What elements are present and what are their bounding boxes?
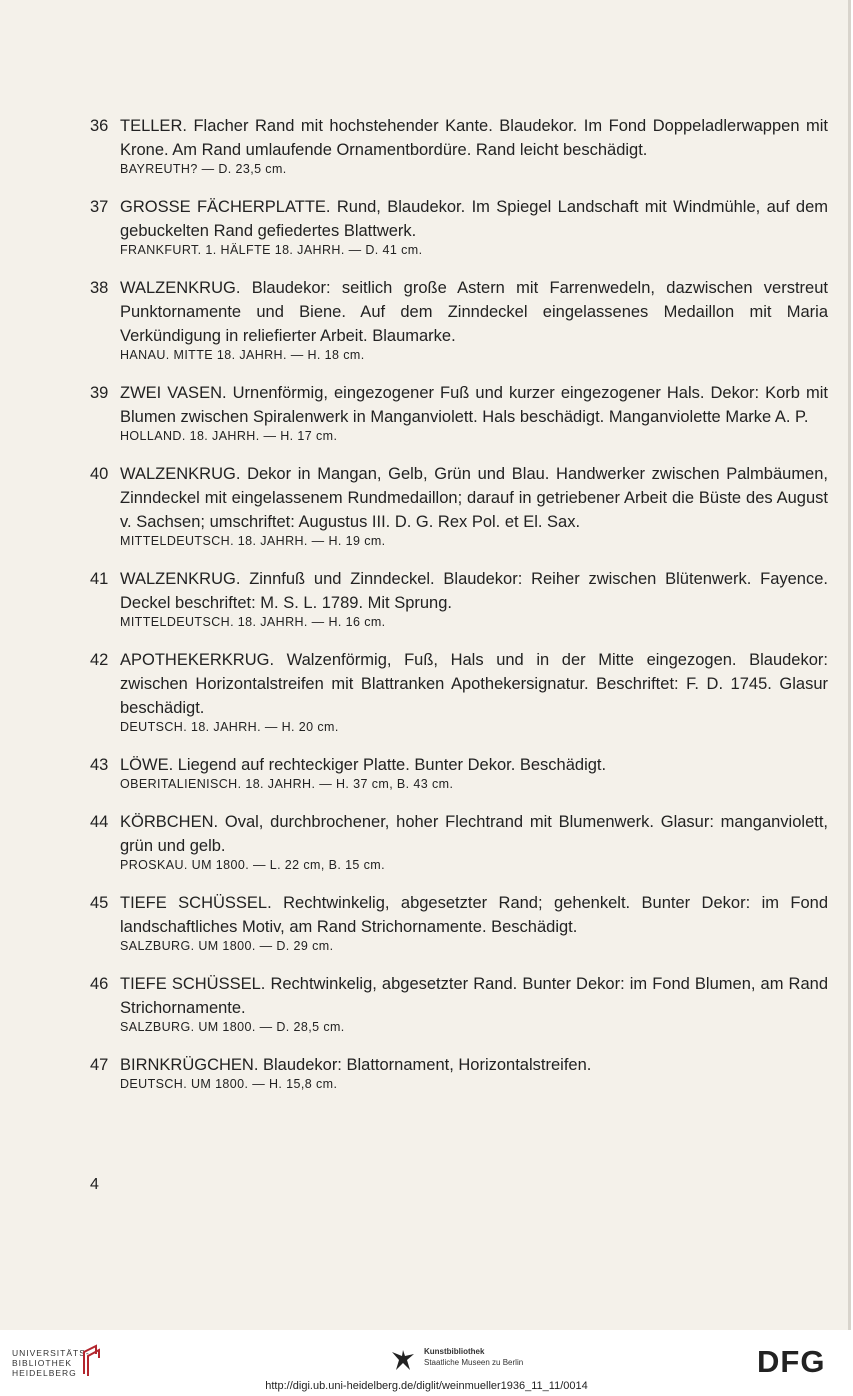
page-number: 4	[90, 1176, 99, 1193]
catalog-entries	[90, 114, 828, 1110]
catalog-entry	[90, 114, 828, 178]
entry-origin-size: PROSKAU. UM 1800. — L. 22 cm, B. 15 cm.	[120, 858, 385, 872]
viewer-footer	[0, 1330, 853, 1396]
catalog-entry	[90, 1053, 828, 1093]
kunstbibliothek-eagle-icon	[390, 1346, 416, 1372]
entry-origin-size: MITTELDEUTSCH. 18. JAHRH. — H. 19 cm.	[120, 534, 386, 548]
entry-number: 45	[90, 894, 109, 912]
permalink-url[interactable]: http://digi.ub.uni-heidelberg.de/diglit/weinmueller1936_11_11/0014	[265, 1380, 588, 1392]
entry-origin-size: HANAU. MITTE 18. JAHRH. — H. 18 cm.	[120, 348, 365, 362]
entry-origin-size: OBERITALIENISCH. 18. JAHRH. — H. 37 cm, B. 43 cm.	[120, 777, 454, 791]
entry-number: 40	[90, 465, 109, 483]
kb-subtitle: Staatliche Museen zu Berlin	[424, 1358, 524, 1367]
catalog-entry	[90, 567, 828, 631]
entry-description: LÖWE. Liegend auf rechteckiger Platte. Bunter Dekor. Beschädigt.	[120, 756, 607, 774]
entry-number: 39	[90, 384, 109, 402]
entry-origin-size: HOLLAND. 18. JAHRH. — H. 17 cm.	[120, 429, 338, 443]
entry-description: ZWEI VASEN. Urnenförmig, eingezogener Fuß und kurzer eingezogener Hals. Dekor: Korb mit Blumen zwischen Spiralenwerk in Manganviolett. Hals beschädigt. Manganviolette Marke A. P.	[120, 384, 828, 426]
entry-origin-size: BAYREUTH? — D. 23,5 cm.	[120, 162, 287, 176]
entry-origin-size: SALZBURG. UM 1800. — D. 28,5 cm.	[120, 1020, 345, 1034]
entry-origin-size: SALZBURG. UM 1800. — D. 29 cm.	[120, 939, 334, 953]
catalog-entry	[90, 891, 828, 955]
entry-description: TIEFE SCHÜSSEL. Rechtwinkelig, abgesetzter Rand. Bunter Dekor: im Fond Blumen, am Rand Strichornamente.	[120, 975, 828, 1017]
logo-line: UNIVERSITÄTS-	[12, 1348, 90, 1358]
entry-number: 37	[90, 198, 109, 216]
university-library-logo[interactable]	[12, 1348, 90, 1378]
kunstbibliothek-logo[interactable]	[424, 1346, 523, 1368]
catalog-entry	[90, 810, 828, 874]
university-emblem-icon	[80, 1344, 102, 1378]
entry-description: TELLER. Flacher Rand mit hochstehender Kante. Blaudekor. Im Fond Doppeladlerwappen mit Krone. Am Rand umlaufende Ornamentbordüre. Rand leicht beschädigt.	[120, 117, 828, 159]
entry-number: 36	[90, 117, 109, 135]
entry-origin-size: DEUTSCH. 18. JAHRH. — H. 20 cm.	[120, 720, 339, 734]
catalog-entry	[90, 276, 828, 364]
entry-number: 43	[90, 756, 109, 774]
catalog-entry	[90, 972, 828, 1036]
entry-number: 46	[90, 975, 109, 993]
entry-description: KÖRBCHEN. Oval, durchbrochener, hoher Flechtrand mit Blumenwerk. Glasur: manganviolett, grün und gelb.	[120, 813, 828, 855]
catalog-entry	[90, 195, 828, 259]
entry-description: WALZENKRUG. Zinnfuß und Zinndeckel. Blaudekor: Reiher zwischen Blütenwerk. Fayence. Deckel beschriftet: M. S. L. 1789. Mit Sprung.	[120, 570, 828, 612]
catalog-entry	[90, 753, 828, 793]
entry-description: APOTHEKERKRUG. Walzenförmig, Fuß, Hals und in der Mitte eingezogen. Blaudekor: zwischen Horizontalstreifen mit Blattranken Apothekersignatur. Beschriftet: F. D. 1745. Glasur beschädigt.	[120, 651, 828, 717]
entry-description: GROSSE FÄCHERPLATTE. Rund, Blaudekor. Im Spiegel Landschaft mit Windmühle, auf dem gebuckelten Rand gefiedertes Blattwerk.	[120, 198, 828, 240]
entry-number: 41	[90, 570, 109, 588]
entry-description: BIRNKRÜGCHEN. Blaudekor: Blattornament, Horizontalstreifen.	[120, 1056, 592, 1074]
entry-origin-size: MITTELDEUTSCH. 18. JAHRH. — H. 16 cm.	[120, 615, 386, 629]
catalog-entry	[90, 381, 828, 445]
entry-description: TIEFE SCHÜSSEL. Rechtwinkelig, abgesetzter Rand; gehenkelt. Bunter Dekor: im Fond landschaftliches Motiv, am Rand Strichornamente. Beschädigt.	[120, 894, 828, 936]
logo-line: BIBLIOTHEK	[12, 1358, 73, 1368]
entry-description: WALZENKRUG. Blaudekor: seitlich große Astern mit Farrenwedeln, dazwischen verstreut Punktornamente und Biene. Auf dem Zinndeckel eingelassenes Medaillon mit Maria Verkündigung in reliefierter Arbeit. Blaumarke.	[120, 279, 828, 345]
entry-description: WALZENKRUG. Dekor in Mangan, Gelb, Grün und Blau. Handwerker zwischen Palmbäumen, Zinndeckel mit eingelassenem Rundmedaillon; darauf in getriebener Arbeit die Büste des August v. Sachsen; umschriftet: Augustus III. D. G. Rex Pol. et El. Sax.	[120, 465, 828, 531]
dfg-logo[interactable]: DFG	[757, 1344, 826, 1379]
entry-origin-size: DEUTSCH. UM 1800. — H. 15,8 cm.	[120, 1077, 338, 1091]
catalog-entry	[90, 462, 828, 550]
kb-name: Kunstbibliothek	[424, 1347, 485, 1356]
entry-number: 42	[90, 651, 109, 669]
entry-number: 47	[90, 1056, 109, 1074]
entry-number: 44	[90, 813, 109, 831]
catalog-entry	[90, 648, 828, 736]
logo-line: HEIDELBERG	[12, 1368, 77, 1378]
entry-number: 38	[90, 279, 109, 297]
entry-origin-size: FRANKFURT. 1. HÄLFTE 18. JAHRH. — D. 41 cm.	[120, 243, 423, 257]
